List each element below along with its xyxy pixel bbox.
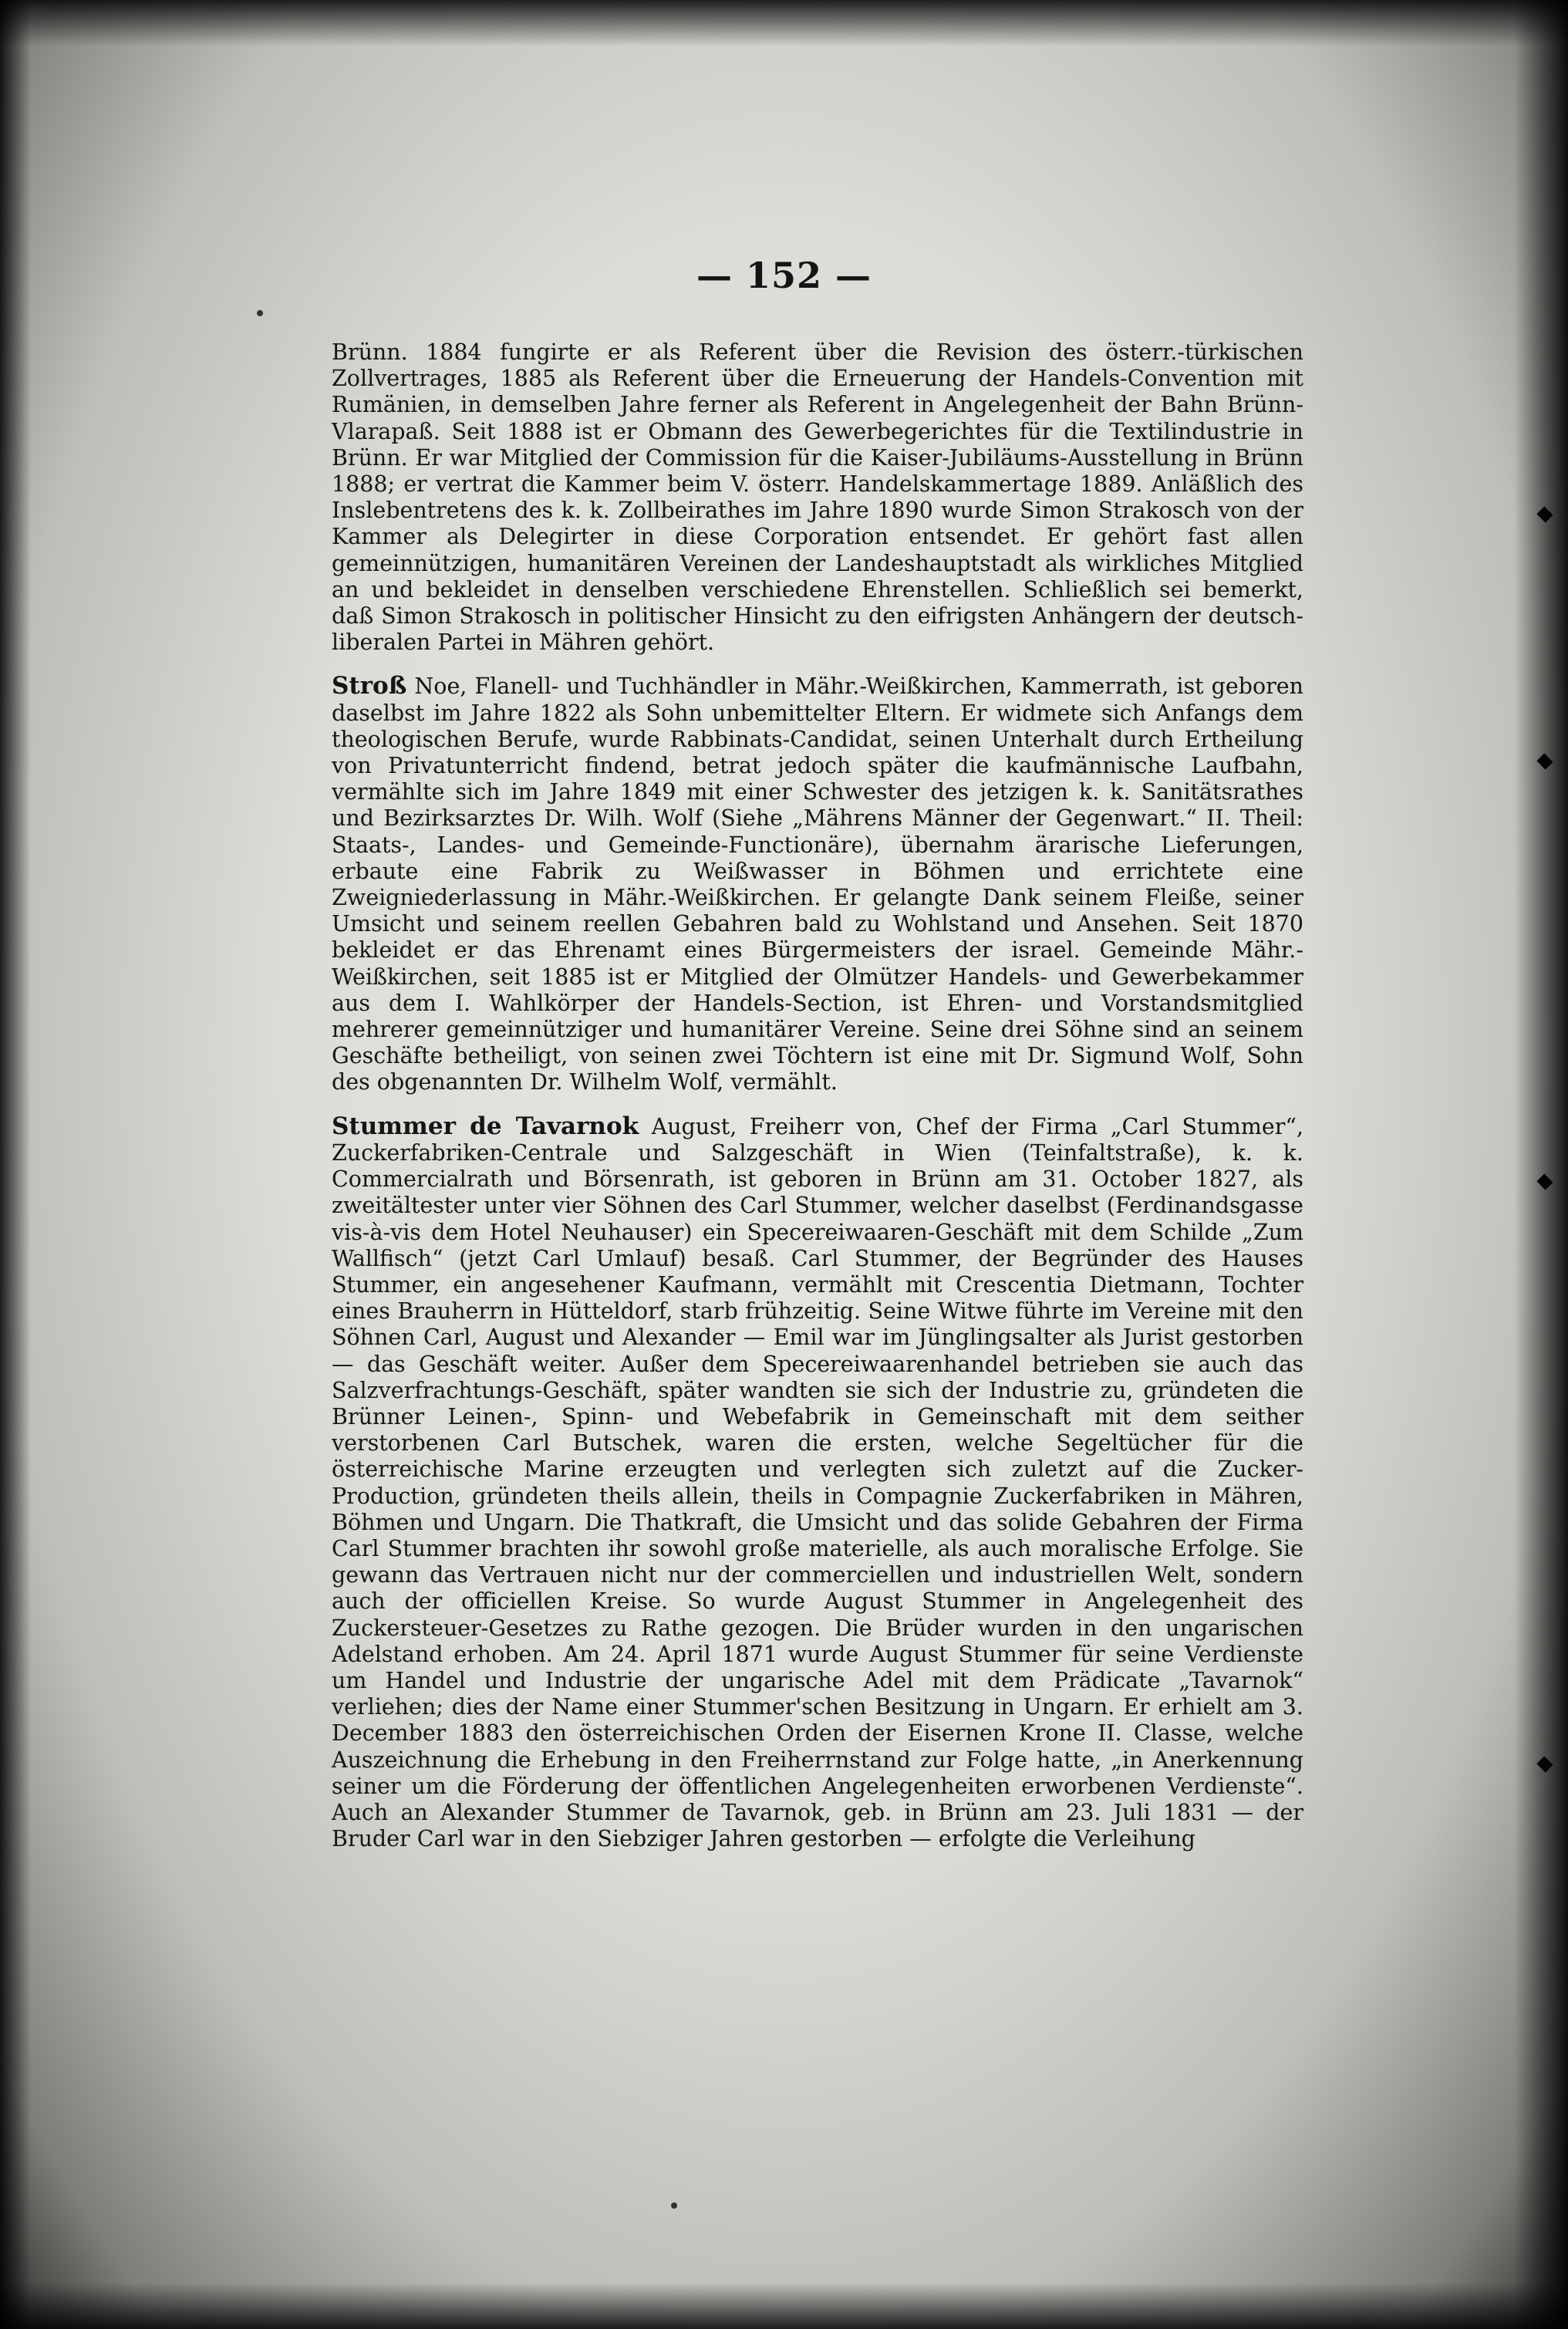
entry-text: Noe, Flanell- und Tuchhändler in Mähr.-Weißkirchen, Kammerrath, ist geboren daselbst im Jahre 1822 als Sohn unbemittelter Eltern. Er widmete sich Anfangs dem theologischen Berufe, wurde Rabbinats-Candidat, seinen Unterhalt durch Ertheilung von Privatunterricht findend, betrat jedoch später die kaufmännische Laufbahn, vermählte sich im Jahre 1849 mit einer Schwester des jetzigen k. k. Sanitätsrathes und Bezirksarztes Dr. Wilh. Wolf (Siehe „Mährens Männer der Gegenwart.“ II. Theil: Staats-, Landes- und Gemeinde-Functionäre), übernahm ärarische Lieferungen, erbaute eine Fabrik zu Weißwasser in Böhmen und errichtete eine Zweigniederlassung in Mähr.-Weißkirchen. Er gelangte Dank seinem Fleiße, seiner Umsicht und seinem reellen Gebahren bald zu Wohlstand und Ansehen. Seit 1870 bekleidet er das Ehrenamt eines Bürgermeisters der israel. Gemeinde Mähr.-Weißkirchen, seit 1885 ist er Mitglied der Olmützer Handels- und Gewerbekammer aus dem I. Wahlkörper der Handels-Section, ist Ehren- und Vorstandsmitglied mehrerer gemeinnütziger und humanitärer Vereine. Seine drei Söhne sind an seinem Geschäfte betheiligt, von seinen zwei Töchtern ist eine mit Dr. Sigmund Wolf, Sohn des obgenannten Dr. Wilhelm Wolf, vermählt. (332, 673, 1304, 1095)
entry-name: Stroß (332, 672, 407, 700)
entry-name: Stummer de Tavarnok (332, 1112, 639, 1140)
stray-dot-mark (257, 310, 263, 316)
entry-stummer (332, 1113, 1303, 1853)
binding-stitch-marks (1534, 0, 1557, 2329)
bottom-scan-shadow (0, 2283, 1568, 2329)
body-text (332, 339, 1303, 1869)
top-scan-shadow (0, 0, 1568, 46)
entry-continuation (332, 339, 1303, 656)
entry-text: August, Freiherr von, Chef der Firma „Carl Stummer“, Zuckerfabriken-Centrale und Salzgeschäft in Wien (Teinfaltstraße), k. k. Commercialrath und Börsenrath, ist geboren in Brünn am 31. October 1827, als zweitältester unter vier Söhnen des Carl Stummer, welcher daselbst (Ferdinandsgasse vis-à-vis dem Hotel Neuhauser) ein Specereiwaaren-Geschäft mit dem Schilde „Zum Wallfisch“ (jetzt Carl Umlauf) besaß. Carl Stummer, der Begründer des Hauses Stummer, ein angesehener Kaufmann, vermählt mit Crescentia Dietmann, Tochter eines Brauherrn in Hütteldorf, starb frühzeitig. Seine Witwe führte im Vereine mit den Söhnen Carl, August und Alexander — Emil war im Jünglingsalter als Jurist gestorben — das Geschäft weiter. Außer dem Specereiwaarenhandel betrieben sie auch das Salzverfrachtungs-Geschäft, später wandten sie sich der Industrie zu, gründeten die Brünner Leinen-, Spinn- und Webefabrik in Gemeinschaft mit dem seither verstorbenen Carl Butschek, waren die ersten, welche Segeltücher für die österreichische Marine erzeugten und verlegten sich zuletzt auf die Zucker-Production, gründeten theils allein, theils in Compagnie Zuckerfabriken in Mähren, Böhmen und Ungarn. Die Thatkraft, die Umsicht und das solide Gebahren der Firma Carl Stummer brachten ihr sowohl große materielle, als auch moralische Erfolge. Sie gewann das Vertrauen nicht nur der commerciellen und industriellen Welt, sondern auch der officiellen Kreise. So wurde August Stummer in Angelegenheit des Zuckersteuer-Gesetzes zu Rathe gezogen. Die Brüder wurden in den ungarischen Adelstand erhoben. Am 24. April 1871 wurde August Stummer für seine Verdienste um Handel und Industrie der ungarische Adel mit dem Prädicate „Tavarnok“ verliehen; dies der Name einer Stummer'schen Besitzung in Ungarn. Er erhielt am 3. December 1883 den österreichischen Orden der Eisernen Krone II. Classe, welche Auszeichnung die Erhebung in den Freiherrnstand zur Folge hatte, „in Anerkennung seiner um die Förderung der öffentlichen Angelegenheiten erworbenen Verdienste“. Auch an Alexander Stummer de Tavarnok, geb. in Brünn am 23. Juli 1831 — der Bruder Carl war in den Siebziger Jahren gestorben — erfolgte die Verleihung (332, 1113, 1304, 1852)
left-scan-shadow (0, 0, 31, 2329)
stray-dot-mark (671, 2202, 677, 2209)
entry-stross (332, 673, 1303, 1095)
page-number: — 152 — (696, 255, 872, 296)
entry-text: Brünn. 1884 fungirte er als Referent über die Revision des österr.-türkischen Zollvertrages, 1885 als Referent über die Erneuerung der Handels-Convention mit Rumänien, in demselben Jahre ferner als Referent in Angelegenheit der Bahn Brünn-Vlarapaß. Seit 1888 ist er Obmann des Gewerbegerichtes für die Textilindustrie in Brünn. Er war Mitglied der Commission für die Kaiser-Jubiläums-Ausstellung in Brünn 1888; er vertrat die Kammer beim V. österr. Handelskammertage 1889. Anläßlich des Inslebentretens des k. k. Zollbeirathes im Jahre 1890 wurde Simon Strakosch von der Kammer als Delegirter in diese Corporation entsendet. Er gehört fast allen gemeinnützigen, humanitären Vereinen der Landeshauptstadt als wirkliches Mitglied an und bekleidet in denselben verschiedene Ehrenstellen. Schließlich sei bemerkt, daß Simon Strakosch in politischer Hinsicht zu den eifrigsten Anhängern der deutsch-liberalen Partei in Mähren gehört. (332, 339, 1303, 656)
